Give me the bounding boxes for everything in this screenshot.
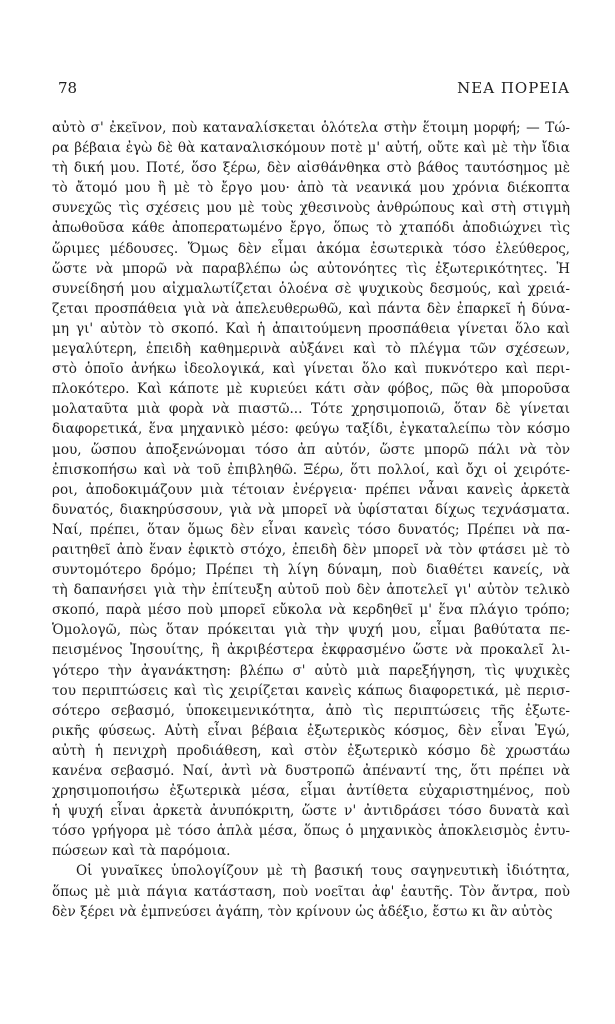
text-line: μεγαλύτερη, ἐπειδὴ καθημερινὰ αὐξάνει καὶ τὸ πλέγμα τῶν σχέσεων, [52, 341, 570, 358]
text-line: στὸ ὁποῖο ἀνήκω ἰδεολογικά, καὶ γίνεται ὅλο καὶ πυκνότερο καὶ περι- [52, 361, 570, 378]
text-line: σκοπό, παρὰ μέσο ποὺ μπορεῖ εὔκολα νὰ κερδηθεῖ μ' ἕνα πλάγιο τρόπο; [52, 602, 570, 619]
text-line: αὐτὴ ἡ πενιχρὴ προδιάθεση, καὶ στὸν ἐξωτερικὸ κόσμο δὲ χρωστάω [52, 742, 570, 759]
text-line: Ναί, πρέπει, ὅταν ὅμως δὲν εἶναι κανεὶς τόσο δυνατός; Πρέπει νὰ πα- [52, 521, 570, 538]
text-line: μου, ὥσπου ἀποξενώνομαι τόσο ἀπ αὐτόν, ὥστε μπορῶ πάλι νὰ τὸν [52, 441, 570, 458]
text-line: σότερο σεβασμό, ὑποκειμενικότητα, ἀπὸ τὶς περιπτώσεις τῆς ἐξωτε- [52, 702, 570, 719]
running-head: ΝΕΑ ΠΟΡΕΙΑ [457, 79, 570, 97]
body-text [52, 118, 570, 922]
text-line: του περιπτώσεις καὶ τὶς χειρίζεται κανεὶς κάπως διαφορετικά, μὲ περισ- [52, 682, 570, 699]
text-line: πεισμένος Ἰησουίτης, ἢ ἀκριβέστερα ἐκφρασμένο ὥστε νὰ προκαλεῖ λι- [52, 642, 570, 659]
text-line: ρικῆς φύσεως. Αὐτὴ εἶναι βέβαια ἐξωτερικὸς κόσμος, δὲν εἶναι Ἐγώ, [52, 722, 570, 739]
text-line: κανένα σεβασμό. Ναί, ἀντὶ νὰ δυστροπῶ ἀπέναντί της, ὅτι πρέπει νὰ [52, 763, 570, 779]
text-line: ροι, ἀποδοκιμάζουν μιὰ τέτοιαν ἐνέργεια· πρέπει νἆναι κανεὶς ἀρκετὰ [52, 481, 570, 498]
text-line: ἐπισκοπήσω καὶ νὰ τοῦ ἐπιβληθῶ. Ξέρω, ὅτι πολλοί, καὶ ὄχι οἱ χειρότε- [52, 461, 570, 478]
text-line: τὴ δαπανήσει γιὰ τὴν ἐπίτευξη αὐτοῦ ποὺ δὲν ἀποτελεῖ γι' αὐτὸν τελικὸ [52, 582, 570, 599]
text-line: ζεται προσπάθεια γιὰ νὰ ἀπελευθερωθῶ, καὶ πάντα δὲν ἐπαρκεῖ ἡ δύνα- [52, 300, 570, 317]
text-line: τὸ ἄτομό μου ἢ μὲ τὸ ἔργο μου· ἀπὸ τὰ νεανικά μου χρόνια διέκοπτα [52, 180, 570, 197]
text-line: γότερο τὴν ἀγανάκτηση: βλέπω σ' αὐτὸ μιὰ παρεξήγηση, τὶς ψυχικὲς [52, 662, 570, 679]
page-number: 78 [58, 79, 78, 97]
text-line: ἀπωθοῦσα κάθε ἀποπερατωμένο ἔργο, ὅπως τὸ χταπόδι ἀποδιώχνει τὶς [52, 220, 570, 237]
text-line: συντομότερο δρόμο; Πρέπει τὴ λίγη δύναμη, ποὺ διαθέτει κανείς, νὰ [52, 562, 570, 579]
text-line: δὲν ξέρει νὰ ἐμπνεύσει ἀγάπη, τὸν κρίνουν ὡς ἀδέξιο, ἔστω κι ἂν αὐτὸς [52, 903, 553, 920]
page-header [52, 79, 570, 99]
text-line: τὴ δική μου. Ποτέ, ὅσο ξέρω, δὲν αἰσθάνθηκα στὸ βάθος ταυτόσημος μὲ [52, 160, 570, 177]
text-line: ραιτηθεῖ ἀπὸ ἕναν ἐφικτὸ στόχο, ἐπειδὴ δὲν μπορεῖ νὰ τὸν φτάσει μὲ τὸ [52, 541, 570, 558]
text-line: Ὁμολογῶ, πὼς ὅταν πρόκειται γιὰ τὴν ψυχή μου, εἶμαι βαθύτατα πε- [52, 622, 570, 639]
text-line: ὥστε νὰ μπορῶ νὰ παραβλέπω ὡς αὐτονόητες τὶς ἐξωτερικότητες. Ἡ [52, 260, 570, 277]
text-line: τόσο γρήγορα μὲ τόσο ἁπλὰ μέσα, ὅπως ὁ μηχανικὸς ἀποκλεισμὸς ἐντυ- [52, 823, 570, 840]
text-line: συνείδησή μου αἰχμαλωτίζεται ὁλοένα σὲ ψυχικοὺς δεσμούς, καὶ χρειά- [52, 280, 570, 297]
text-line: διαφορετικά, ἕνα μηχανικὸ μέσο: φεύγω ταξίδι, ἐγκαταλείπω τὸν κόσμο [52, 421, 570, 438]
text-line: πώσεων καὶ τὰ παρόμοια. [52, 843, 231, 860]
text-line: ὅπως μὲ μιὰ πάγια κατάσταση, ποὺ νοεῖται ἀφ' ἑαυτῆς. Τὸν ἄντρα, ποὺ [52, 883, 570, 900]
text-line: Οἱ γυναῖκες ὑπολογίζουν μὲ τὴ βασική τους σαγηνευτικὴ ἰδιότητα, [76, 863, 570, 880]
text-line: μολαταῦτα μιὰ φορὰ νὰ πιαστῶ... Τότε χρησιμοποιῶ, ὅταν δὲ γίνεται [52, 401, 570, 418]
text-line: δυνατός, διακηρύσσουν, γιὰ νὰ μπορεῖ νὰ ὑφίσταται δίχως τεχνάσματα. [52, 501, 570, 518]
text-line: ἡ ψυχή εἶναι ἀρκετὰ ἀνυπόκριτη, ὥστε ν' ἀντιδράσει τόσο δυνατὰ καὶ [52, 803, 570, 820]
text-line: μη γι' αὐτὸν τὸ σκοπό. Καὶ ἡ ἀπαιτούμενη προσπάθεια γίνεται ὅλο καὶ [52, 320, 570, 337]
text-line: χρησιμοποιήσω ἐξωτερικὰ μέσα, εἶμαι ἀντίθετα εὐχαριστημένος, ποὺ [52, 783, 570, 800]
text-line: ὥριμες μέδουσες. Ὅμως δὲν εἶμαι ἀκόμα ἐσωτερικὰ τόσο ἐλεύθερος, [52, 240, 570, 257]
text-line: συνεχῶς τὶς σχέσεις μου μὲ τοὺς χθεσινοὺς ἀνθρώπους καὶ στὴ στιγμὴ [52, 200, 570, 217]
text-line: πλοκότερο. Καὶ κάποτε μὲ κυριεύει κάτι σὰν φόβος, πῶς θὰ μποροῦσα [52, 381, 570, 398]
text-line: ρα βέβαια ἐγὼ δὲ θὰ καταναλισκόμουν ποτὲ μ' αὐτή, οὔτε καὶ μὲ τὴν ἴδια [52, 140, 570, 157]
text-line: αὐτὸ σ' ἐκεῖνον, ποὺ καταναλίσκεται ὁλότελα στὴν ἕτοιμη μορφή; — Τώ- [52, 120, 570, 136]
